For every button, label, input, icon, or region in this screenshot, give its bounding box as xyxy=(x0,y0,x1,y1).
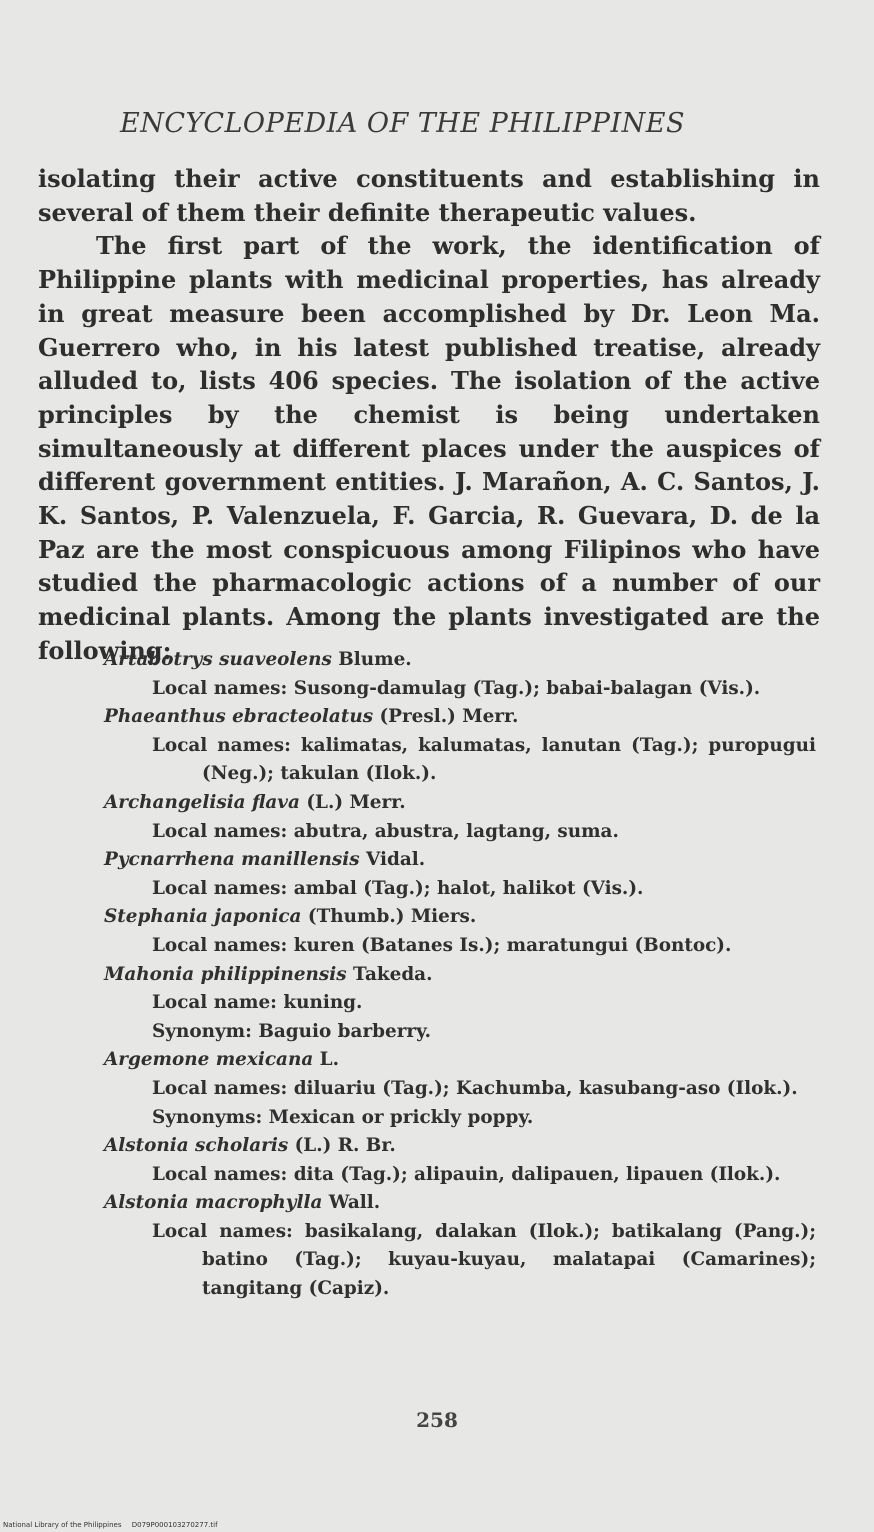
plant-entry xyxy=(104,961,816,1047)
scientific-name: Phaeanthus ebracteolatus xyxy=(104,706,374,728)
scientific-name: Archangelisia flava xyxy=(104,791,300,813)
plant-detail xyxy=(152,989,816,1018)
detail-text: ambal (Tag.); halot, halikot (Vis.). xyxy=(293,877,644,899)
plant-name xyxy=(104,789,816,818)
scientific-name: Alstonia macrophylla xyxy=(104,1192,323,1214)
plant-detail xyxy=(152,1075,816,1104)
plant-name xyxy=(104,961,816,990)
scientific-name: Alstonia scholaris xyxy=(104,1135,289,1157)
plant-name xyxy=(104,903,816,932)
detail-text: abutra, abustra, lagtang, suma. xyxy=(293,820,619,842)
detail-label: Local names: xyxy=(152,1077,288,1099)
detail-text: kuren (Batanes Is.); maratungui (Bontoc). xyxy=(293,934,732,956)
plant-entry xyxy=(104,1189,816,1303)
plant-entry xyxy=(104,1132,816,1189)
running-header: ENCYCLOPEDIA OF THE PHILIPPINES xyxy=(120,108,685,139)
detail-text: Mexican or prickly poppy. xyxy=(268,1106,534,1128)
plant-entry xyxy=(104,703,816,789)
detail-text: basikalang, dalakan (Ilok.); batikalang (Pang.); batino (Tag.); kuyau-kuyau, malatapai (Camarines); tangitang (Capiz). xyxy=(202,1220,816,1300)
scan-credit xyxy=(3,1521,226,1529)
plant-name xyxy=(104,1189,816,1218)
plant-entry xyxy=(104,903,816,960)
detail-label: Local names: xyxy=(152,820,288,842)
page-number: 258 xyxy=(416,1408,458,1432)
authority: Takeda. xyxy=(353,963,433,985)
detail-text: kalimatas, kalumatas, lanutan (Tag.); puropugui (Neg.); takulan (Ilok.). xyxy=(202,734,816,785)
scientific-name: Argemone mexicana xyxy=(104,1049,314,1071)
detail-label: Local names: xyxy=(152,677,288,699)
scientific-name: Artabotrys suaveolens xyxy=(104,649,332,670)
scientific-name: Mahonia philippinensis xyxy=(104,963,347,985)
detail-label: Synonym: xyxy=(152,1020,252,1042)
plant-name xyxy=(104,1132,816,1161)
detail-text: diluariu (Tag.); Kachumba, kasubang-aso (Ilok.). xyxy=(293,1077,798,1099)
detail-text: kuning. xyxy=(283,992,363,1014)
plant-detail xyxy=(152,818,816,847)
library-credit: National Library of the Philippines xyxy=(3,1521,122,1529)
body-text xyxy=(38,162,820,668)
detail-label: Local name: xyxy=(152,992,277,1014)
detail-text: Susong-damulag (Tag.); babai-balagan (Vis.). xyxy=(293,677,761,699)
plant-entry xyxy=(104,646,816,703)
paragraph: isolating their active constituents and establishing in several of them their definite therapeutic values. xyxy=(38,164,820,227)
plant-name xyxy=(104,1046,816,1075)
scientific-name: Stephania japonica xyxy=(104,906,302,928)
plant-entry xyxy=(104,789,816,846)
plant-detail xyxy=(152,675,816,704)
plant-detail xyxy=(152,1104,816,1133)
authority: L. xyxy=(319,1049,339,1071)
authority: Blume. xyxy=(338,649,412,670)
authority: (L.) Merr. xyxy=(306,791,406,813)
scan-id: D079P000103270277.tif xyxy=(131,1521,218,1529)
detail-label: Synonyms: xyxy=(152,1106,263,1128)
plant-name xyxy=(104,703,816,732)
detail-label: Local names: xyxy=(152,734,291,756)
authority: (L.) R. Br. xyxy=(294,1135,396,1157)
plant-detail xyxy=(152,1018,816,1047)
detail-label: Local names: xyxy=(152,1163,288,1185)
plant-detail xyxy=(152,875,816,904)
detail-label: Local names: xyxy=(152,1220,293,1242)
scientific-name: Pycnarrhena manillensis xyxy=(104,849,360,871)
authority: Wall. xyxy=(328,1192,381,1214)
plant-name xyxy=(104,846,816,875)
plant-entry xyxy=(104,846,816,903)
detail-label: Local names: xyxy=(152,877,288,899)
plant-detail xyxy=(152,1161,816,1190)
authority: (Presl.) Merr. xyxy=(379,706,519,728)
plant-detail xyxy=(152,732,816,789)
plant-entry xyxy=(104,1046,816,1132)
detail-text: Baguio barberry. xyxy=(258,1020,432,1042)
detail-label: Local names: xyxy=(152,934,288,956)
plant-detail xyxy=(152,1218,816,1304)
plant-name xyxy=(104,646,816,675)
authority: (Thumb.) Miers. xyxy=(307,906,477,928)
detail-text: dita (Tag.); alipauin, dalipauen, lipauen (Ilok.). xyxy=(293,1163,781,1185)
plant-detail xyxy=(152,932,816,961)
plant-list xyxy=(104,646,816,1304)
paragraph: The first part of the work, the identification of Philippine plants with medicinal properties, has already in great measure been accomplished by Dr. Leon Ma. Guerrero who, in his latest published treatise, already alluded to, lists 406 species. The isolation of the active principles by the chemist is being undertaken simultaneously at different places under the auspices of different government entities. J. Marañon, A. C. Santos, J. K. Santos, P. Valenzuela, F. Garcia, R. Guevara, D. de la Paz are the most conspicuous among Filipinos who have studied the pharmacologic actions of a number of our medicinal plants. Among the plants investigated are the following: xyxy=(38,231,820,665)
authority: Vidal. xyxy=(366,849,426,871)
